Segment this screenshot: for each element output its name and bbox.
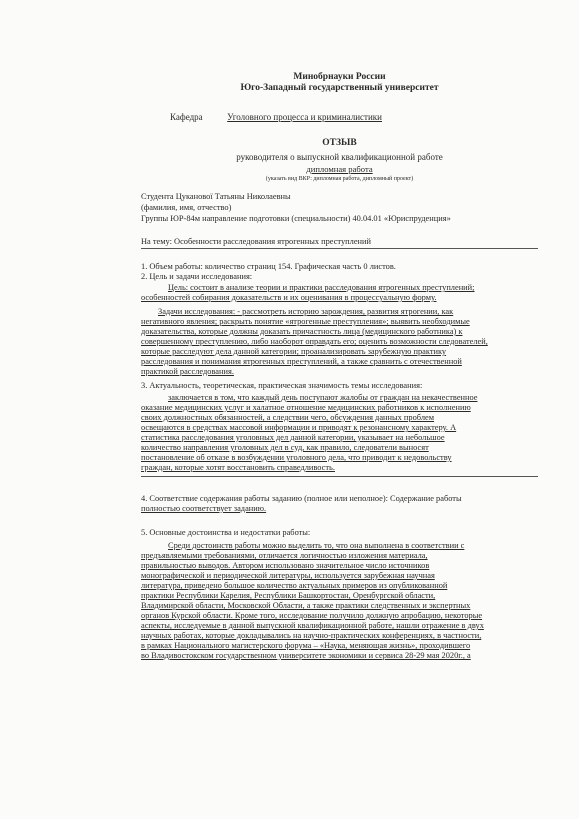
document-title: ОТЗЫВ	[322, 138, 357, 148]
section-2-line: практикой расследования.	[141, 367, 234, 376]
section-2-line: особенностей собирания доказательств и их оценивания в процессуальную форму.	[141, 293, 437, 302]
section-5-line: практики Республики Карелия, Республики Башкортостан, Оренбургской области,	[141, 591, 436, 600]
department-line	[170, 112, 530, 122]
section-2-line: расследования и понимания ятрогенных преступлений, а также сравнить с отечественной	[141, 357, 462, 366]
ministry-heading: Минобрнауки России	[293, 72, 386, 82]
section-5-line: научных работах, которые докладывались на научно-практических конференциях, в частности,	[141, 631, 482, 640]
section-4-line: 4. Соответствие содержания работы заданию (полное или неполное): Содержание работы	[141, 494, 462, 503]
section-5-line: литература, приведено большое количество актуальных примеров из опубликованной	[141, 581, 448, 590]
university-heading: Юго-Западный государственный университет	[240, 83, 439, 93]
section-1: 1. Объем работы: количество страниц 154. Графическая часть 0 листов.	[141, 262, 396, 271]
section-3-line: статистика расследования уголовных дел данной категории, указывает на небольшое	[141, 433, 445, 442]
section-3-line: постановление об отказе в возбуждении уголовного дела, что приводит к недовольству	[141, 453, 452, 462]
section-5-line: в рамках Национального магистерского форума – «Наука, меняющая жизнь», проходившего	[141, 641, 471, 650]
section-2-line: которые расследуют дела данной категории; проанализировать зарубежную практику	[141, 347, 447, 356]
section-3-line: количество направления уголовных дел в суд, как правило, следователи выносят	[141, 443, 429, 452]
section-3-line: своих должностных обязанностей, а следствии чего, обсуждения данных проблем	[141, 413, 435, 422]
section-3-title: 3. Актуальность, теоретическая, практическая значимость темы исследования:	[141, 381, 423, 390]
section-5-title: 5. Основные достоинства и недостатки работы:	[141, 528, 311, 537]
student-hint: (фамилия, имя, отчество)	[141, 203, 232, 212]
section-5-line: Владимирской области, Московской Области, а также практики следственных и экспертных	[141, 601, 471, 610]
section-2-line: негативного явления; раскрыть понятие «ятрогенные преступления»; выявить необходимые	[141, 317, 470, 326]
topic-line: На тему: Особенности расследования ятрогенных преступлений	[141, 237, 371, 246]
topic-underline	[141, 248, 538, 249]
section-3-line: освещаются в средствах массовой информации и приводят к резонансному характеру. А	[141, 423, 457, 432]
section-2-line: Цель: состоит в анализе теории и практики расследования ятрогенных преступлений;	[168, 283, 475, 292]
section-2-title: 2. Цель и задачи исследования:	[141, 272, 253, 281]
section-2-line: совершенному преступлению, либо наоборот оправдать его; оценить возможности следователей,	[141, 337, 488, 346]
section-5-line: монографической и периодической литературы, используется зарубежная научная	[141, 571, 435, 580]
section-5-line: во Владивостокском государственном университете экономики и сервиса 28-29 мая 2020г., а	[141, 651, 471, 660]
section-3-line: заключается в том, что каждый день поступают жалобы от граждан на некачественное	[168, 393, 478, 402]
section-3-line: оказание медицинских услуг и халатное отношение медицинских работников к исполнению	[141, 403, 471, 412]
section-5-line: органов Курской области. Кроме того, исследование получило должную апробацию, некоторые	[141, 611, 483, 620]
section-5-line: аспекты, исследуемые в данной выпускной квалификационной работе, нашли отражение в двух	[141, 621, 484, 630]
group-line: Группы ЮР-84м направление подготовки (специальности) 40.04.01 «Юриспруденция»	[141, 214, 451, 223]
department-label: Кафедра	[170, 112, 203, 122]
department-value: Уголовного процесса и криминалистики	[227, 112, 382, 122]
section-5-line: правильностью выводов. Автором использовано значительное число источников	[141, 561, 430, 570]
section-divider	[141, 476, 538, 477]
work-type-hint: (указать вид ВКР: дипломная работа, дипломный проект)	[265, 176, 414, 182]
section-5-line: предъявляемыми требованиями, отличается логичностью изложения материала,	[141, 551, 428, 560]
section-4-line: полностью соответствует заданию.	[141, 504, 267, 513]
student-line: Студента Цуканової Татьяны Николаевны	[141, 192, 291, 201]
section-5-line: Среди достоинств работы можно выделить то, что она выполнена в соответствии с	[168, 541, 465, 550]
section-2-line: доказательства, которые должны доказать причастность лица (медицинского работника) к	[141, 327, 463, 336]
section-2-line: Задачи исследования: - рассмотреть историю зарождения, развития ятрогении, как	[158, 307, 454, 316]
work-type: дипломная работа	[306, 164, 373, 174]
document-subtitle: руководителя о выпускной квалификационной работе	[236, 152, 443, 162]
section-3-line: граждан, которые хотят восстановить справедливость.	[141, 463, 335, 472]
